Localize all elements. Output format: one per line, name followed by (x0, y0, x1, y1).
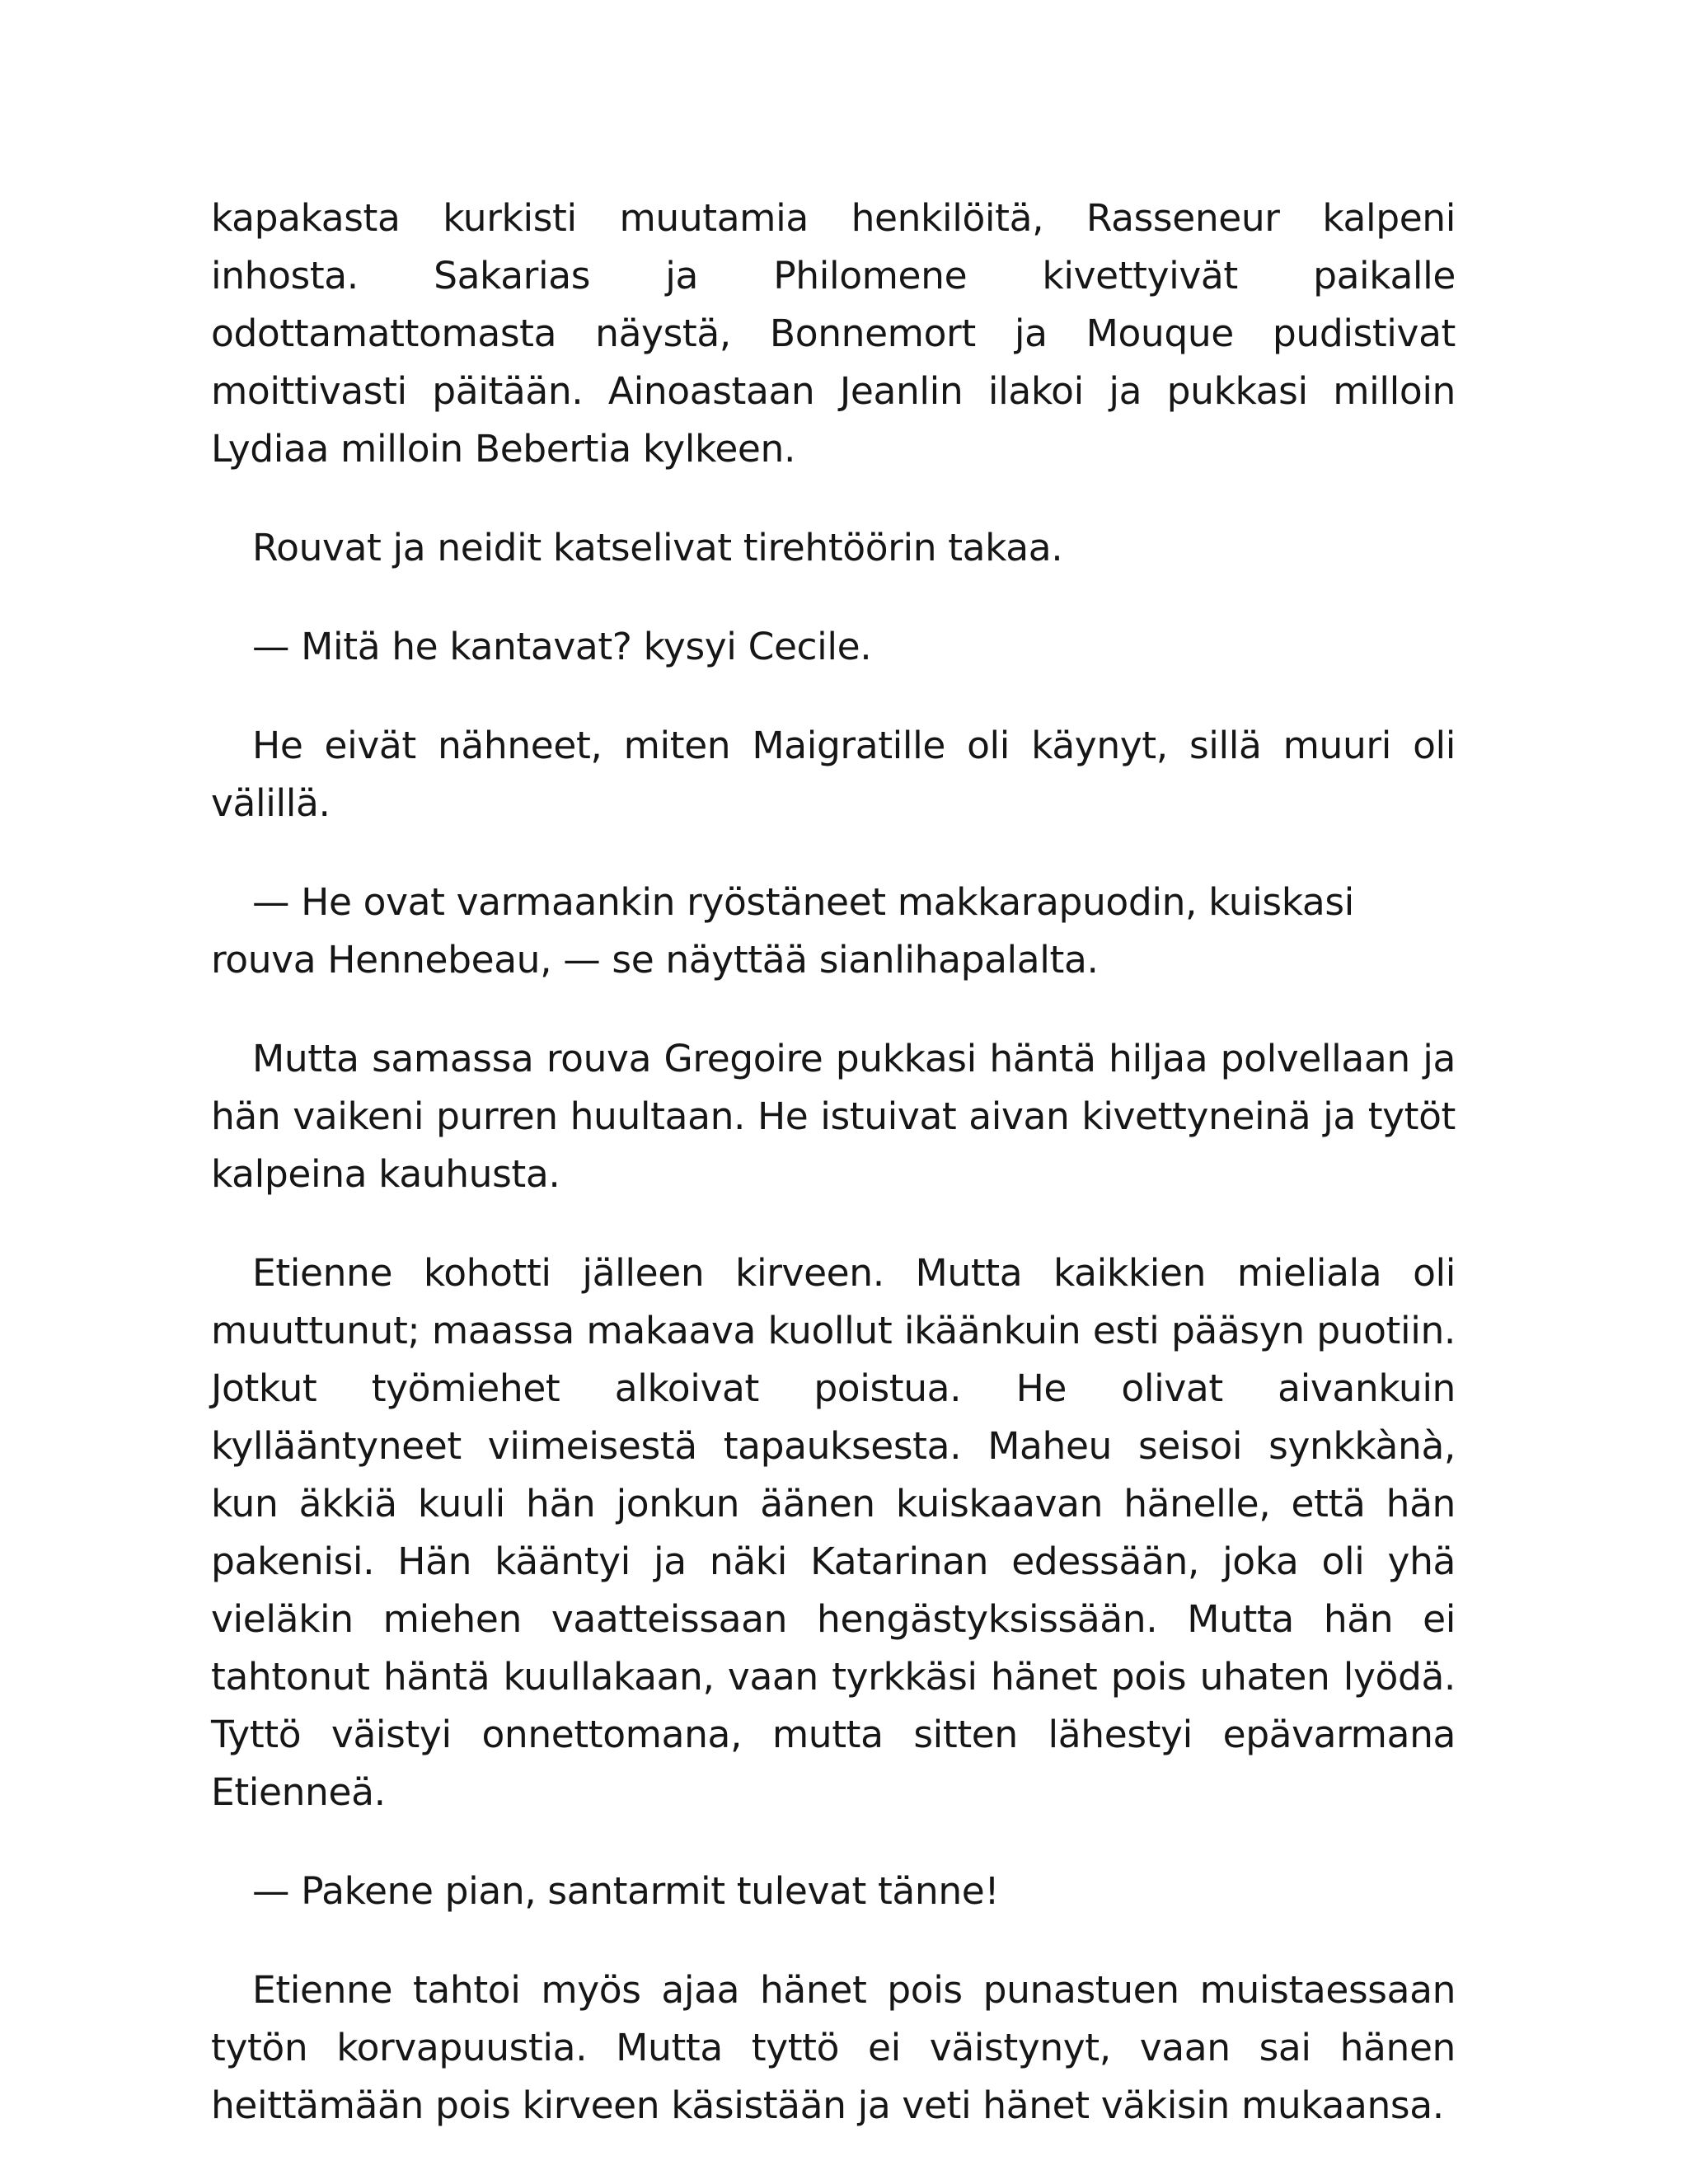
paragraph-9: Etienne tahtoi myös ajaa hänet pois punastuen muistaessaan tytön korvapuustia. Mutta tyttö ei väistynyt, vaan sai hänen heittämään pois kirveen käsistään ja veti hänet väkisin mukaansa. (211, 1968, 1456, 2127)
paragraph-1: kapakasta kurkisti muutamia henkilöitä, Rasseneur kalpeni inhosta. Sakarias ja Philomene kivettyivät paikalle odottamattomasta näystä, Bonnemort ja Mouque pudistivat moittivasti päitään. Ainoastaan Jeanlin ilakoi ja pukkasi milloin Lydiaa milloin Bebertia kylkeen. (211, 196, 1456, 471)
book-page (211, 190, 1456, 2176)
paragraph-8-dialogue: — Pakene pian, santarmit tulevat tänne! (252, 1869, 1000, 1913)
paragraph-7: Etienne kohotti jälleen kirveen. Mutta kaikkien mieliala oli muuttunut; maassa makaava kuollut ikäänkuin esti pääsyn puotiin. Jotkut työmiehet alkoivat poistua. He olivat aivankuin kyllääntyneet viimeisestä tapauksesta. Maheu seisoi synkkànà, kun äkkiä kuuli hän jonkun äänen kuiskaavan hänelle, että hän pakenisi. Hän kääntyi ja näki Katarinan edessään, joka oli yhä vieläkin miehen vaatteissaan hengästyksissään. Mutta hän ei tahtonut häntä kuullakaan, vaan tyrkkäsi hänet pois uhaten lyödä. Tyttö väistyi onnettomana, mutta sitten lähestyi epävarmana Etienneä. (211, 1251, 1456, 1814)
paragraph-3-dialogue: — Mitä he kantavat? kysyi Cecile. (252, 625, 872, 668)
paragraph-2: Rouvat ja neidit katselivat tirehtöörin takaa. (252, 526, 1063, 569)
paragraph-6: Mutta samassa rouva Gregoire pukkasi häntä hiljaa polvellaan ja hän vaikeni purren huultaan. He istuivat aivan kivettyneinä ja tytöt kalpeina kauhusta. (211, 1037, 1456, 1196)
paragraph-5-dialogue: — He ovat varmaankin ryöstäneet makkarapuodin, kuiskasi rouva Hennebeau, — se näyttää sianlihapalalta. (211, 880, 1354, 982)
paragraph-4: He eivät nähneet, miten Maigratille oli käynyt, sillä muuri oli välillä. (211, 724, 1456, 825)
